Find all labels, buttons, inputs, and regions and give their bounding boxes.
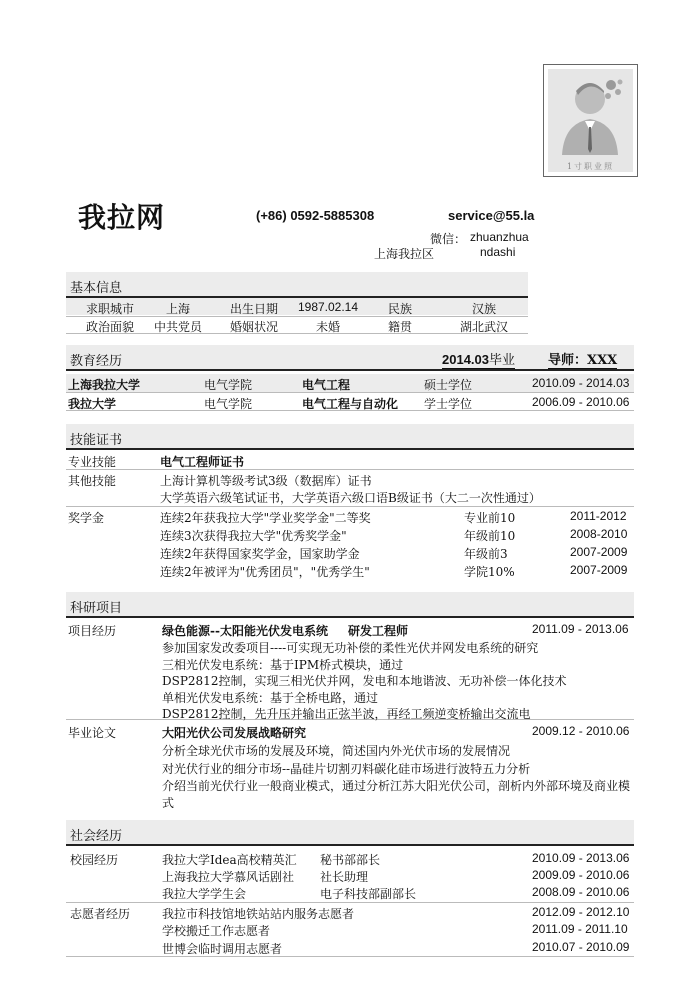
social-title: 社会经历: [70, 829, 123, 844]
divider: [66, 506, 634, 507]
photo-frame: [543, 64, 638, 177]
award-date: 2008-2010: [570, 527, 628, 541]
candidate-name: 我拉网: [78, 201, 166, 234]
award-label: 奖学金: [68, 511, 105, 525]
social-header: [66, 820, 634, 844]
campus-role: 秘书部部长: [320, 853, 381, 867]
divider: [66, 902, 634, 903]
skill-other-line: 大学英语六级笔试证书，大学英语六级口语B级证书（大二一次性通过）: [160, 491, 541, 505]
wechat-label: 微信：: [430, 232, 467, 246]
basic-cell: 上海: [165, 302, 190, 316]
edu-degree: 学士学位: [424, 397, 473, 411]
address-suffix: ndashi: [480, 245, 516, 259]
thesis-line: 分析全球光伏市场的发展及环境，简述国内外光伏市场的发展情况: [162, 744, 511, 758]
project-label: 项目经历: [68, 624, 117, 638]
volunteer-org: 我拉市科技馆地铁站站内服务志愿者: [162, 907, 355, 921]
skills-title: 技能证书: [70, 433, 123, 448]
thesis-title: 大阳光伏公司发展战略研究: [162, 726, 307, 740]
graduation-date: [442, 349, 515, 369]
research-title: 科研项目: [70, 601, 123, 616]
skill-value-pro: 电气工程师证书: [160, 455, 245, 469]
skill-label-pro: 专业技能: [68, 455, 117, 469]
thesis-date: 2009.12 - 2010.06: [532, 724, 630, 738]
edu-date: 2006.09 - 2010.06: [532, 395, 630, 409]
divider: [66, 616, 634, 618]
campus-date: 2009.09 - 2010.06: [532, 868, 630, 882]
edu-college: 电气学院: [204, 378, 253, 392]
campus-role: 电子科技部副部长: [320, 887, 417, 901]
divider: [66, 448, 634, 450]
project-line: 单相光伏发电系统：基于全桥电路，通过: [162, 691, 379, 705]
award-rank: 年级前3: [464, 547, 508, 561]
campus-label: 校园经历: [70, 853, 119, 867]
basic-cell: 中共党员: [153, 320, 202, 334]
project-line: 参加国家发改委项目----可实现无功补偿的柔性光伏并网发电系统的研究: [162, 641, 539, 655]
project-line: 三相光伏发电系统：基于IPM桥式模块，通过: [162, 658, 404, 672]
volunteer-org: 学校搬迁工作志愿者: [162, 924, 271, 938]
edu-school: 我拉大学: [68, 397, 117, 411]
campus-org: 我拉大学Idea高校精英汇: [162, 853, 297, 867]
divider: [66, 369, 634, 371]
phone-number: (+86) 0592-5885308: [256, 208, 375, 223]
campus-date: 2010.09 - 2013.06: [532, 851, 630, 865]
photo-label: 1寸职业照: [566, 162, 615, 171]
award-text: 连续2年被评为"优秀团员"，"优秀学生": [160, 565, 370, 579]
skill-label-other: 其他技能: [68, 474, 117, 488]
award-rank: 专业前10: [464, 511, 516, 525]
divider: [66, 844, 634, 846]
basic-cell: 婚姻状况: [229, 320, 278, 334]
basic-cell: 出生日期: [229, 302, 278, 316]
edu-major: 电气工程: [302, 378, 351, 392]
basic-cell: 民族: [387, 302, 412, 316]
volunteer-org: 世博会临时调用志愿者: [162, 942, 283, 956]
skill-other-line: 上海计算机等级考试3级（数据库）证书: [160, 474, 372, 488]
award-text: 连续3次获得我拉大学"优秀奖学金": [160, 529, 347, 543]
project-date: 2011.09 - 2013.06: [532, 622, 629, 636]
address: 上海我拉区: [374, 247, 435, 261]
campus-date: 2008.09 - 2010.06: [532, 885, 630, 899]
basic-cell: 未婚: [315, 320, 340, 334]
basic-cell: 求职城市: [85, 302, 134, 316]
basic-info-title: 基本信息: [70, 281, 123, 296]
campus-org: 上海我拉大学慕风话剧社: [162, 870, 295, 884]
volunteer-label: 志愿者经历: [70, 907, 131, 921]
edu-date: 2010.09 - 2014.03: [532, 376, 630, 390]
campus-role: 社长助理: [320, 870, 369, 884]
thesis-line: 式: [162, 796, 175, 810]
thesis-label: 毕业论文: [68, 726, 117, 740]
avatar-placeholder: [548, 69, 633, 172]
basic-cell: 汉族: [471, 302, 496, 316]
education-title: 教育经历: [70, 354, 123, 369]
volunteer-date: 2010.07 - 2010.09: [532, 940, 630, 954]
basic-cell: 籍贯: [387, 320, 412, 334]
thesis-line: 对光伏行业的细分市场--晶硅片切割刃料碳化硅市场进行波特五力分析: [162, 762, 531, 776]
award-rank: 年级前10: [464, 529, 516, 543]
basic-cell: 1987.02.14: [297, 300, 359, 314]
wechat-id: zhuanzhua: [470, 230, 529, 244]
campus-org: 我拉大学学生会: [162, 887, 247, 901]
email-address: service@55.la: [448, 208, 535, 223]
advisor: 导师：XXX: [548, 349, 617, 369]
award-date: 2011-2012: [570, 509, 627, 523]
skills-header: [66, 424, 634, 448]
project-line: DSP2812控制，先升压并输出正弦半波，再经工频逆变桥输出交流电: [162, 707, 531, 721]
graduation-date-value: 2014.03: [442, 352, 489, 367]
edu-major: 电气工程与自动化: [302, 397, 399, 411]
award-text: 连续2年获得国家奖学金，国家助学金: [160, 547, 360, 561]
project-line: DSP2812控制，实现三相光伏并网，发电和本地谐波、无功补偿一体化技术: [162, 674, 567, 688]
project-title: 绿色能源--太阳能光伏发电系统: [162, 624, 328, 638]
volunteer-date: 2011.09 - 2011.10: [532, 922, 628, 936]
award-text: 连续2年获我拉大学"学业奖学金"二等奖: [160, 511, 371, 525]
divider: [66, 469, 634, 470]
basic-info-header: [66, 272, 528, 296]
edu-college: 电气学院: [204, 397, 253, 411]
graduation-suffix: 毕业: [489, 353, 516, 368]
thesis-line: 介绍当前光伏行业一般商业模式，通过分析江苏大阳光伏公司，剖析内外部环境及商业模: [162, 779, 631, 793]
basic-cell: 政治面貌: [85, 320, 134, 334]
award-date: 2007-2009: [570, 545, 628, 559]
person-silhouette-icon: [548, 69, 633, 172]
volunteer-date: 2012.09 - 2012.10: [532, 905, 630, 919]
edu-school: 上海我拉大学: [68, 378, 141, 392]
basic-cell: 湖北武汉: [459, 320, 508, 334]
research-header: [66, 592, 634, 616]
project-role: 研发工程师: [348, 624, 409, 638]
divider: [66, 956, 634, 957]
edu-degree: 硕士学位: [424, 378, 473, 392]
award-date: 2007-2009: [570, 563, 628, 577]
award-rank: 学院10%: [464, 565, 515, 579]
